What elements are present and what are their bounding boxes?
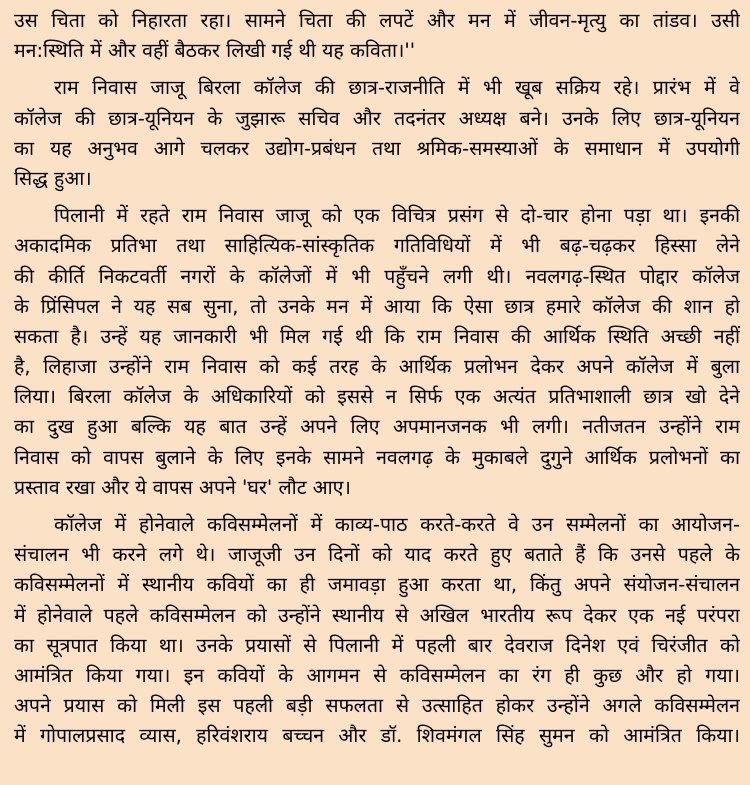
text-line: अपने प्रयास को मिली इस पहली बड़ी सफलता से उत्साहित होकर उन्होंने अगले कविसम्मेलन: [14, 694, 740, 718]
text-line: संचालन भी करने लगे थे। जाजूजी उन दिनों को याद करते हुए बताते हैं कि उनसे पहले के: [14, 543, 740, 567]
text-line: कॉलेज की छात्र-यूनियन के जुझारू सचिव और तदनंतर अध्यक्ष बने। उनके लिए छात्र-यूनियन: [14, 106, 740, 130]
text-line: मन:स्थिति में और वहीं बैठकर लिखी गई थी यह कविता।'': [14, 39, 416, 63]
text-line: कॉलेज में होनेवाले कविसम्मेलनों में काव्य-पाठ करते-करते वे उन सम्मेलनों का आयोजन-: [54, 513, 740, 536]
text-line: सकता है। उन्हें यह जानकारी भी मिल गई थी कि राम निवास की आर्थिक स्थिति अच्छी नहीं: [14, 324, 740, 348]
text-line: राम निवास जाजू बिरला कॉलेज की छात्र-राजनीति में भी खूब सक्रिय रहे। प्रारंभ में वे: [54, 76, 740, 100]
text-line: है, लिहाजा उन्होंने राम निवास को कई तरह के आर्थिक प्रलोभन देकर अपने कॉलेज में बुला: [14, 355, 740, 379]
text-line: आमंत्रित किया गया। इन कवियों के आगमन से कविसम्मेलन का रंग ही कुछ और हो गया।: [14, 663, 740, 687]
text-line: पिलानी में रहते राम निवास जाजू को एक विचित्र प्रसंग से दो-चार होना पड़ा था। इनकी: [54, 204, 740, 228]
text-line: में गोपालप्रसाद व्यास, हरिवंशराय बच्चन और डॉ. शिवमंगल सिंह सुमन को आमंत्रित किया।: [14, 724, 740, 748]
text-line: अकादमिक प्रतिभा तथा साहित्यिक-सांस्कृतिक गतिविधियों में भी बढ़-चढ़कर हिस्सा लेने: [14, 234, 740, 258]
paragraph-kavi-sammelan: [14, 510, 740, 752]
text-line: का सूत्रपात किया था। उनके प्रयासों से पिलानी में पहली बार देवराज दिनेश एवं चिरंजीत को: [14, 633, 740, 657]
text-line: के प्रिंसिपल ने यह सब सुना, तो उनके मन में आया कि ऐसा छात्र हमारे कॉलेज की शान हो: [14, 294, 740, 318]
text-line: कविसम्मेलनों में स्थानीय कवियों का ही जमावड़ा हुआ करता था, किंतु अपने संयोजन-संचालन: [14, 573, 740, 597]
text-line: लिया। बिरला कॉलेज के अधिकारियों को इससे न सिर्फ एक अत्यंत प्रतिभाशाली छात्र खो देने: [14, 385, 740, 409]
paragraph-student-politics: [14, 73, 740, 194]
text-line: का यह अनुभव आगे चलकर उद्योग-प्रबंधन तथा श्रमिक-समस्याओं के समाधान में उपयोगी: [14, 136, 740, 160]
text-line: का दुख हुआ बल्कि यह बात उन्हें अपने लिए अपमानजनक भी लगी। नतीजतन उन्होंने राम: [14, 415, 740, 439]
text-line: निवास को वापस बुलाने के लिए इनके सामने नवलगढ़ के मुकाबले दुगुने आर्थिक प्रलोभनों का: [14, 445, 740, 469]
text-line: की कीर्ति निकटवर्ती नगरों के कॉलेजों में भी पहुँचने लगी थी। नवलगढ़-स्थित पोद्दार कॉलेज: [14, 264, 740, 288]
text-line: सिद्ध हुआ।: [14, 166, 92, 190]
paragraph-cremation-memory: [14, 6, 740, 66]
paragraph-pilani-incident: [14, 201, 740, 503]
text-line: उस चिता को निहारता रहा। सामने चिता की लपटें और मन में जीवन-मृत्यु का तांडव। उसी: [14, 9, 740, 32]
text-line: में होनेवाले पहले कविसम्मेलन को उन्होंने स्थानीय से अखिल भारतीय रूप देकर एक नई परंपरा: [14, 603, 740, 627]
text-line: प्रस्ताव रखा और ये वापस अपने 'घर' लौट आए।: [14, 475, 351, 499]
